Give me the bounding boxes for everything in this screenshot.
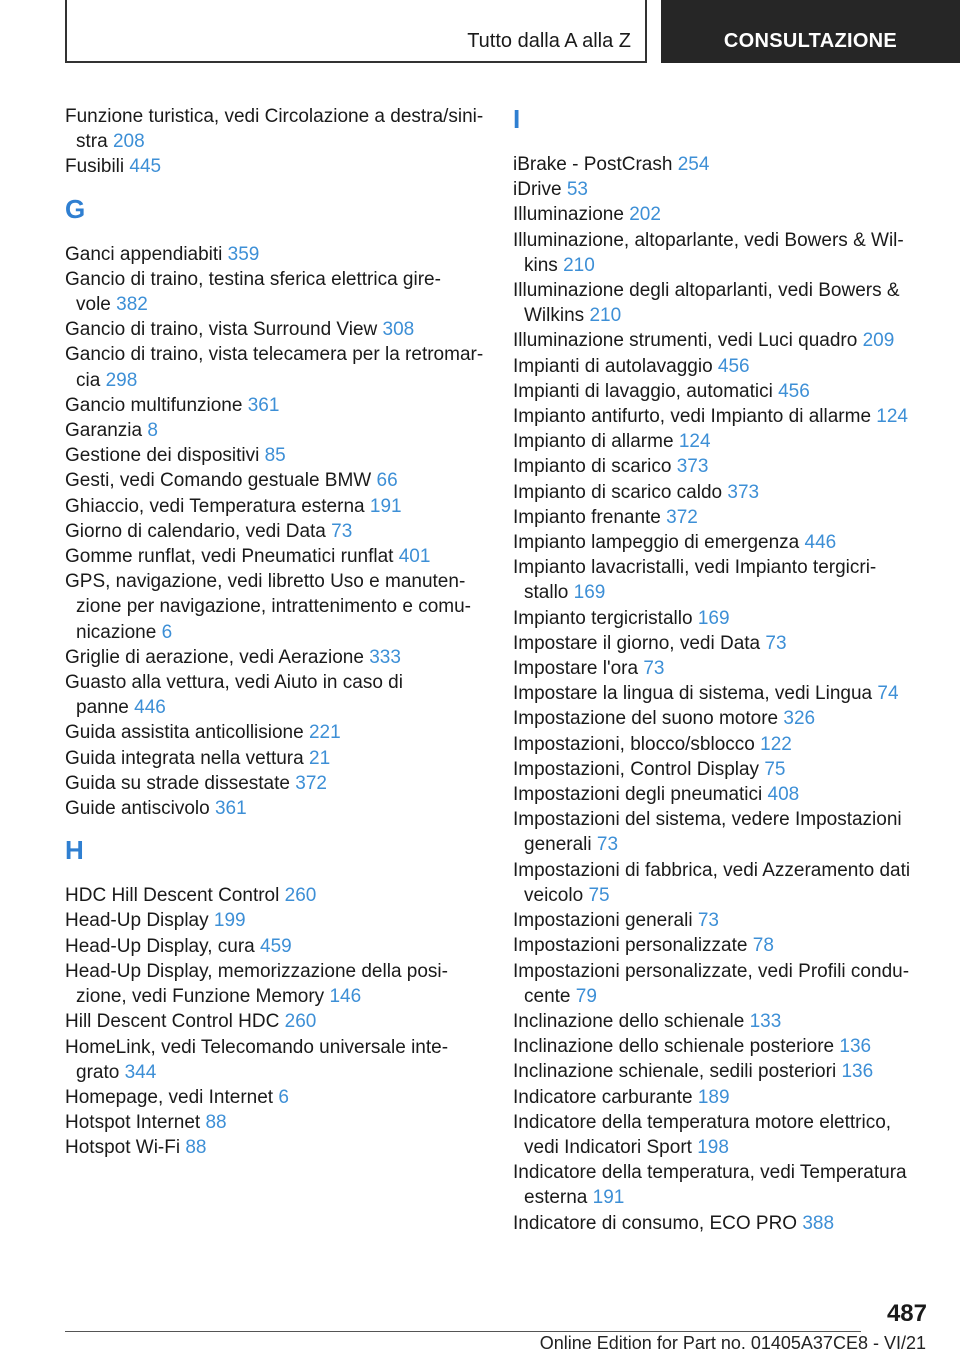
index-entry-text: Indicatore della temperatura motore elettrico, (513, 1111, 892, 1133)
page-reference-link[interactable]: 459 (260, 935, 292, 957)
index-entry (65, 746, 485, 771)
page-reference-link[interactable]: 6 (161, 621, 173, 643)
page-reference-link[interactable]: 88 (205, 1112, 227, 1134)
index-entry-text: Ganci appendiabiti 359 (65, 243, 260, 265)
index-entry (65, 1110, 485, 1135)
index-entry (65, 670, 485, 720)
index-entry-text: Impostazioni personalizzate, vedi Profili condu- (513, 960, 910, 982)
index-entry-text: Guida assistita anticollisione 221 (65, 722, 341, 744)
index-entry-text: Impostazioni generali 73 (513, 910, 719, 932)
index-entry (513, 555, 923, 605)
page-reference-link[interactable]: 8 (147, 420, 158, 442)
page-reference-link[interactable]: 208 (112, 131, 145, 153)
page-reference-link[interactable]: 372 (295, 772, 327, 794)
section-letter: G (65, 193, 86, 224)
index-entry-text: vedi Indicatori Sport 198 (524, 1136, 729, 1158)
page-reference-link[interactable]: 79 (575, 985, 597, 1007)
index-entry (65, 154, 485, 179)
index-entry-text: Impianti di autolavaggio 456 (513, 355, 750, 377)
index-entry (65, 569, 485, 645)
index-entry (513, 328, 923, 353)
index-entry (513, 757, 923, 782)
index-entry (65, 418, 485, 443)
page-reference-link[interactable]: 136 (841, 1061, 874, 1083)
index-entry (513, 656, 923, 681)
index-entry-text: veicolo 75 (524, 884, 610, 906)
page-reference-link[interactable]: 333 (369, 646, 401, 668)
index-entry-text: panne 446 (76, 697, 166, 719)
index-entry (65, 317, 485, 342)
index-entry-text: Ghiaccio, vedi Temperatura esterna 191 (65, 495, 402, 517)
page-reference-link[interactable]: 73 (643, 658, 665, 680)
index-entry-text: HDC Hill Descent Control 260 (65, 885, 317, 907)
page-reference-link[interactable]: 373 (676, 456, 709, 478)
index-entry-text: Illuminazione 202 (513, 204, 661, 226)
page-reference-link[interactable]: 191 (592, 1187, 625, 1209)
index-entry-text: HomeLink, vedi Telecomando universale inte- (65, 1036, 449, 1058)
index-entry (513, 228, 923, 278)
index-entry-text: generali 73 (524, 834, 619, 856)
index-entry-text: Gestione dei dispositivi 85 (65, 445, 286, 467)
index-entry (513, 404, 923, 429)
page-reference-link[interactable]: 308 (382, 319, 415, 341)
index-entry-text: Gancio di traino, testina sferica elettrica gire- (65, 268, 441, 290)
index-entry-text: Gancio multifunzione 361 (65, 394, 280, 416)
index-entry-text: Homepage, vedi Internet 6 (65, 1086, 289, 1108)
index-entry-text: Guida su strade dissestate 372 (65, 772, 327, 794)
index-entry-text: Funzione turistica, vedi Circolazione a destra/sini- (65, 106, 484, 127)
index-entry-text: GPS, navigazione, vedi libretto Uso e manuten- (65, 571, 466, 593)
page-reference-link[interactable]: 169 (573, 582, 606, 604)
page-reference-link[interactable]: 133 (749, 1010, 782, 1032)
index-entry (513, 152, 923, 177)
index-entry (513, 177, 923, 202)
page-reference-link[interactable]: 446 (804, 532, 837, 554)
header-title: Tutto dalla A alla Z (467, 30, 631, 52)
page-reference-link[interactable]: 359 (227, 243, 260, 265)
page-reference-link[interactable]: 446 (134, 697, 166, 719)
index-entry (513, 1085, 923, 1110)
index-entry (513, 631, 923, 656)
header-section-label: CONSULTAZIONE (723, 30, 898, 52)
index-entry-text: Hotspot Wi-Fi 88 (65, 1137, 207, 1159)
index-entry (513, 908, 923, 933)
index-entry-text: Wilkins 210 (524, 305, 622, 327)
index-entry-text: stra 208 (76, 131, 145, 153)
page-reference-link[interactable]: 53 (566, 179, 588, 201)
page-reference-link[interactable]: 78 (752, 935, 774, 957)
page-reference-link[interactable]: 456 (717, 355, 750, 377)
index-entry (65, 242, 485, 267)
page-reference-link[interactable]: 124 (876, 406, 908, 428)
footer-edition-text: Online Edition for Part no. 01405A37CE8 - VI/21 (539, 1333, 926, 1353)
index-entry-text: Impostare il giorno, vedi Data 73 (513, 632, 787, 654)
page-reference-link[interactable]: 209 (862, 330, 895, 352)
index-column-left (65, 104, 485, 1161)
index-entry (65, 267, 485, 317)
index-entry-text: zione, vedi Funzione Memory 146 (76, 986, 362, 1008)
index-entry (65, 468, 485, 493)
index-entry (65, 1009, 485, 1034)
index-entry (65, 342, 485, 392)
index-entry (65, 771, 485, 796)
index-entry (513, 1110, 923, 1160)
index-entry-text: Garanzia 8 (65, 420, 158, 442)
index-entry-text: Head-Up Display, memorizzazione della posi- (65, 960, 448, 982)
page-reference-link[interactable]: 122 (760, 733, 792, 755)
index-entry (513, 782, 923, 807)
index-entry-text: iBrake - PostCrash 254 (513, 154, 710, 175)
index-entry-text: Guasto alla vettura, vedi Aiuto in caso di (65, 672, 403, 694)
section-letter: H (65, 835, 84, 866)
index-entry-text: Impianto di allarme 124 (513, 431, 711, 453)
page-reference-link[interactable]: 221 (308, 722, 341, 744)
page-reference-link[interactable]: 210 (589, 305, 622, 327)
index-entry (513, 278, 923, 328)
index-entry (65, 1085, 485, 1110)
page-reference-link[interactable]: 456 (778, 380, 810, 402)
index-entry-text: Impianto di scarico 373 (513, 456, 709, 478)
page-reference-link[interactable]: 6 (278, 1086, 289, 1108)
index-entry-text: nicazione 6 (76, 621, 173, 643)
index-column-right (513, 104, 923, 1236)
page-reference-link[interactable]: 361 (247, 394, 280, 416)
page-reference-link[interactable]: 372 (666, 506, 698, 528)
index-entry (513, 1034, 923, 1059)
index-entry-text: Gesti, vedi Comando gestuale BMW 66 (65, 470, 398, 492)
index-entry (513, 933, 923, 958)
page-reference-link[interactable]: 198 (697, 1136, 729, 1158)
page-reference-link[interactable]: 169 (697, 607, 730, 629)
page-reference-link[interactable]: 124 (678, 431, 711, 453)
index-entry (65, 959, 485, 1009)
index-entry-text: Illuminazione degli altoparlanti, vedi Bowers & (513, 280, 900, 302)
index-entry-text: Impostare l'ora 73 (513, 658, 665, 680)
page-reference-link[interactable]: 21 (309, 747, 331, 769)
index-entry (513, 606, 923, 631)
index-entry-text: Indicatore di consumo, ECO PRO 388 (513, 1212, 835, 1234)
page-reference-link[interactable]: 66 (376, 470, 398, 492)
index-entry-text: Inclinazione dello schienale posteriore 136 (513, 1036, 872, 1058)
index-entry-text: zione per navigazione, intrattenimento e comu- (76, 596, 472, 618)
page-reference-link[interactable]: 445 (129, 156, 162, 178)
index-entry-text: Impianto di scarico caldo 373 (513, 481, 760, 503)
page-reference-link[interactable]: 73 (596, 834, 619, 856)
index-entry (65, 104, 485, 154)
index-entry-text: Indicatore carburante 189 (513, 1086, 730, 1108)
index-entry (513, 1059, 923, 1084)
index-entry-text: iDrive 53 (513, 179, 588, 201)
page-reference-link[interactable]: 73 (697, 910, 719, 932)
index-entry-text: Impostazioni degli pneumatici 408 (513, 784, 800, 806)
index-entry (65, 443, 485, 468)
index-entry (65, 494, 485, 519)
index-entry-text: Impianto tergicristallo 169 (513, 607, 730, 629)
page-reference-link[interactable]: 75 (764, 758, 786, 780)
index-entry (65, 796, 485, 821)
page-reference-link[interactable]: 75 (588, 884, 610, 906)
index-entry (65, 544, 485, 569)
page-reference-link[interactable]: 344 (124, 1061, 157, 1083)
page-reference-link[interactable]: 210 (563, 254, 595, 276)
index-entry-text: kins 210 (524, 254, 595, 276)
index-entry (513, 807, 923, 857)
index-entry-text: Impostazioni, blocco/sblocco 122 (513, 733, 792, 755)
page-reference-link[interactable]: 298 (105, 369, 138, 391)
index-entry-text: Impostare la lingua di sistema, vedi Lingua 74 (513, 683, 899, 705)
index-entry-text: Gancio di traino, vista telecamera per la retromar- (65, 344, 484, 366)
page-reference-link[interactable]: 189 (697, 1086, 730, 1108)
index-entry-text: Impostazioni, Control Display 75 (513, 758, 786, 780)
index-entry-text: Hotspot Internet 88 (65, 1112, 227, 1134)
page-reference-link[interactable]: 74 (877, 683, 899, 705)
page-reference-link[interactable]: 382 (116, 294, 148, 316)
page-reference-link[interactable]: 199 (213, 910, 246, 932)
index-entry (513, 732, 923, 757)
index-entry (513, 1211, 923, 1236)
index-entry (65, 645, 485, 670)
index-entry (65, 393, 485, 418)
index-entry-text: Impostazione del suono motore 326 (513, 708, 816, 730)
index-entry-text: Impostazioni di fabbrica, vedi Azzeramento dati (513, 859, 911, 881)
index-entry (513, 454, 923, 479)
page-reference-link[interactable]: 408 (767, 784, 800, 806)
page-reference-link[interactable]: 146 (329, 986, 362, 1008)
index-entry-text: cia 298 (76, 369, 138, 391)
index-entry (65, 883, 485, 908)
index-entry-text: Impianto lavacristalli, vedi Impianto tergicri- (513, 557, 877, 579)
index-entry-text: cente 79 (524, 985, 597, 1007)
index-entry-text: grato 344 (76, 1061, 157, 1083)
index-entry-text: Impostazioni personalizzate 78 (513, 935, 774, 957)
index-entry (513, 1009, 923, 1034)
index-entry-text: Impianto lampeggio di emergenza 446 (513, 532, 837, 554)
section-letter: I (513, 104, 521, 134)
index-entry (65, 1135, 485, 1160)
index-entry (513, 706, 923, 731)
page-reference-link[interactable]: 191 (369, 495, 402, 517)
footer-divider (65, 1331, 861, 1332)
page-reference-link[interactable]: 401 (398, 546, 431, 568)
page-reference-link[interactable]: 260 (284, 885, 317, 907)
page-reference-link[interactable]: 373 (727, 481, 760, 503)
page-reference-link[interactable]: 73 (765, 632, 787, 654)
index-entry-text: Impianto frenante 372 (513, 506, 698, 528)
index-entry-text: Inclinazione dello schienale 133 (513, 1010, 782, 1032)
index-entry (513, 858, 923, 908)
page-reference-link[interactable]: 202 (629, 204, 661, 226)
page-reference-link[interactable]: 388 (802, 1212, 835, 1234)
index-entry-text: Giorno di calendario, vedi Data 73 (65, 520, 353, 542)
header-section-tab[interactable] (661, 0, 960, 63)
index-entry-text: Fusibili 445 (65, 156, 162, 178)
index-entry (513, 505, 923, 530)
page-reference-link[interactable]: 361 (214, 798, 247, 820)
index-entry (513, 681, 923, 706)
index-entry-text: stallo 169 (524, 582, 606, 604)
index-entry (65, 908, 485, 933)
index-entry-text: esterna 191 (524, 1187, 625, 1209)
index-entry-text: Inclinazione schienale, sedili posteriori 136 (513, 1061, 874, 1083)
index-entry-text: Illuminazione strumenti, vedi Luci quadro 209 (513, 330, 895, 352)
page-reference-link[interactable]: 85 (264, 445, 286, 467)
index-entry (513, 379, 923, 404)
index-entry (513, 354, 923, 379)
index-entry-text: Gancio di traino, vista Surround View 308 (65, 319, 415, 341)
index-entry-text: vole 382 (76, 294, 148, 316)
index-entry (65, 934, 485, 959)
page-reference-link[interactable]: 254 (677, 154, 710, 175)
page-number: 487 (886, 1300, 927, 1327)
index-entry (513, 202, 923, 227)
index-entry-text: Illuminazione, altoparlante, vedi Bowers & Wil- (513, 229, 904, 251)
index-entry-text: Guide antiscivolo 361 (65, 798, 247, 820)
header-title-box (65, 0, 647, 63)
index-entry-text: Impianti di lavaggio, automatici 456 (513, 380, 810, 402)
index-entry (513, 959, 923, 1009)
index-entry-text: Impianto antifurto, vedi Impianto di allarme 124 (513, 406, 908, 428)
index-entry-text: Griglie di aerazione, vedi Aerazione 333 (65, 646, 401, 668)
index-entry (513, 429, 923, 454)
index-entry (65, 519, 485, 544)
index-entry-text: Guida integrata nella vettura 21 (65, 747, 331, 769)
index-entry (513, 530, 923, 555)
page-reference-link[interactable]: 326 (783, 708, 816, 730)
index-entry-text: Indicatore della temperatura, vedi Temperatura (513, 1162, 907, 1184)
index-entry (513, 1160, 923, 1210)
page-reference-link[interactable]: 136 (839, 1036, 872, 1058)
index-entry-text: Gomme runflat, vedi Pneumatici runflat 401 (65, 546, 431, 568)
index-entry-text: Head-Up Display, cura 459 (65, 935, 292, 957)
index-entry-text: Hill Descent Control HDC 260 (65, 1011, 317, 1033)
index-entry-text: Impostazioni del sistema, vedere Impostazioni (513, 809, 902, 831)
page-reference-link[interactable]: 260 (284, 1011, 317, 1033)
index-entry (513, 480, 923, 505)
page-reference-link[interactable]: 73 (331, 520, 353, 542)
page-reference-link[interactable]: 88 (185, 1137, 207, 1159)
index-entry-text: Head-Up Display 199 (65, 910, 246, 932)
index-entry (65, 720, 485, 745)
index-entry (65, 1035, 485, 1085)
